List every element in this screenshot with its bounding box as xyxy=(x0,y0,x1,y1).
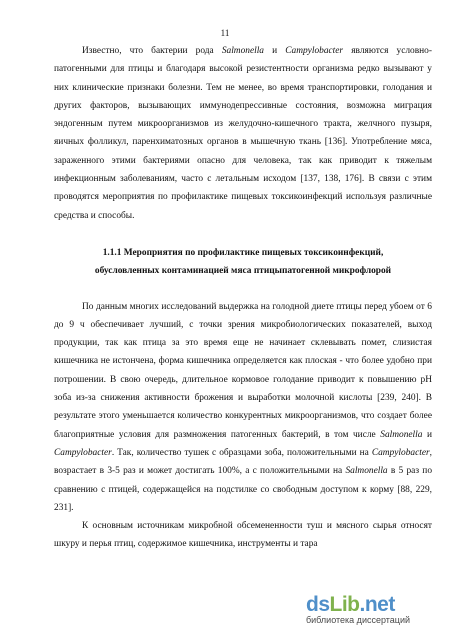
watermark xyxy=(306,593,436,627)
genus-name: Salmonella xyxy=(380,429,423,440)
watermark-subtitle: библиотека диссертаций xyxy=(306,615,411,625)
genus-name: Salmonella xyxy=(345,466,388,477)
logo-part: .net xyxy=(359,593,395,616)
text-run: в 5 раз по сравнению с птицей, содержащейся на подстилке со свободным доступом к корму [88, 229, 231]. xyxy=(54,466,433,513)
logo-part: ds xyxy=(306,593,330,616)
text-run: Известно, что бактерии рода xyxy=(82,46,222,56)
dslib-logo xyxy=(306,593,395,617)
text-run: . Так, количество тушек с образцами зоба, положительными на xyxy=(111,447,372,458)
paragraph-1 xyxy=(54,42,432,225)
heading-line-1: 1.1.1 Мероприятия по профилактике пищевых токсикоинфекций, xyxy=(102,247,384,258)
heading-line-2: обусловленных контаминацией мяса птицыпатогенной микрофлорой xyxy=(94,266,392,277)
text-run: По данным многих исследований выдержка на голодной диете птицы перед убоем от 6 до 9 ч обеспечивает лучший, с точки зрения микробиологических показателей, выход продукции, так как птица за это время еще не начинает склевывать помет, слизистая кишечника не истончена, форма кишечника определяется как плоская - что более удобно при потрошении. В свою очередь, длительное кормовое голодание приводит к повышению pH зоба из-за снижения активности брожения и выработки молочной кислоты [239, 240]. В результате этого уменьшается количество конкурентных микроорганизмов, что создает более благоприятные условия для размножения патогенных бактерий, в том числе xyxy=(54,301,432,440)
paragraph-3: К основным источникам микробной обсемененности туш и мясного сырья относят шкуру и перья птиц, содержимое кишечника, инструменты и тара xyxy=(54,521,432,550)
text-run: и xyxy=(422,429,432,440)
text-run: являются условно-патогенными для птицы и благодаря высокой резистентности организма редко вызывают у них клинические признаки болезни. Тем не менее, во время транспортировки, голодания и других факторов, вызывающих иммунодепрессивные состояния, возможна миграция эндогенным путем микроорганизмов из желудочно-кишечного тракта, желчного пузыря, яичных фолликул, паренхиматозных органов в мышечную ткань [136]. Употребление мяса, зараженного этими бактериями опасно для человека, так как приводит к тяжелым инфекционным заболеваниям, часто с летальным исходом [137, 138, 176]. В связи с этим проводятся мероприятия по профилактике пищевых токсикоинфекций используя различные средства и способы. xyxy=(54,46,432,221)
genus-name: Campylobacter xyxy=(285,46,344,56)
document-body xyxy=(54,42,432,554)
genus-name: Salmonella xyxy=(221,46,264,56)
text-run: и xyxy=(264,46,286,56)
paragraph-2 xyxy=(54,298,432,518)
genus-name: Campylobacter xyxy=(371,447,430,458)
text-run: , возрастает в 3-5 раз и может достигать 100%, а с положительными на xyxy=(54,447,432,477)
section-heading xyxy=(54,244,432,281)
page-number: 11 xyxy=(220,28,230,38)
logo-part: Lib xyxy=(329,593,360,616)
genus-name: Campylobacter xyxy=(54,447,112,458)
